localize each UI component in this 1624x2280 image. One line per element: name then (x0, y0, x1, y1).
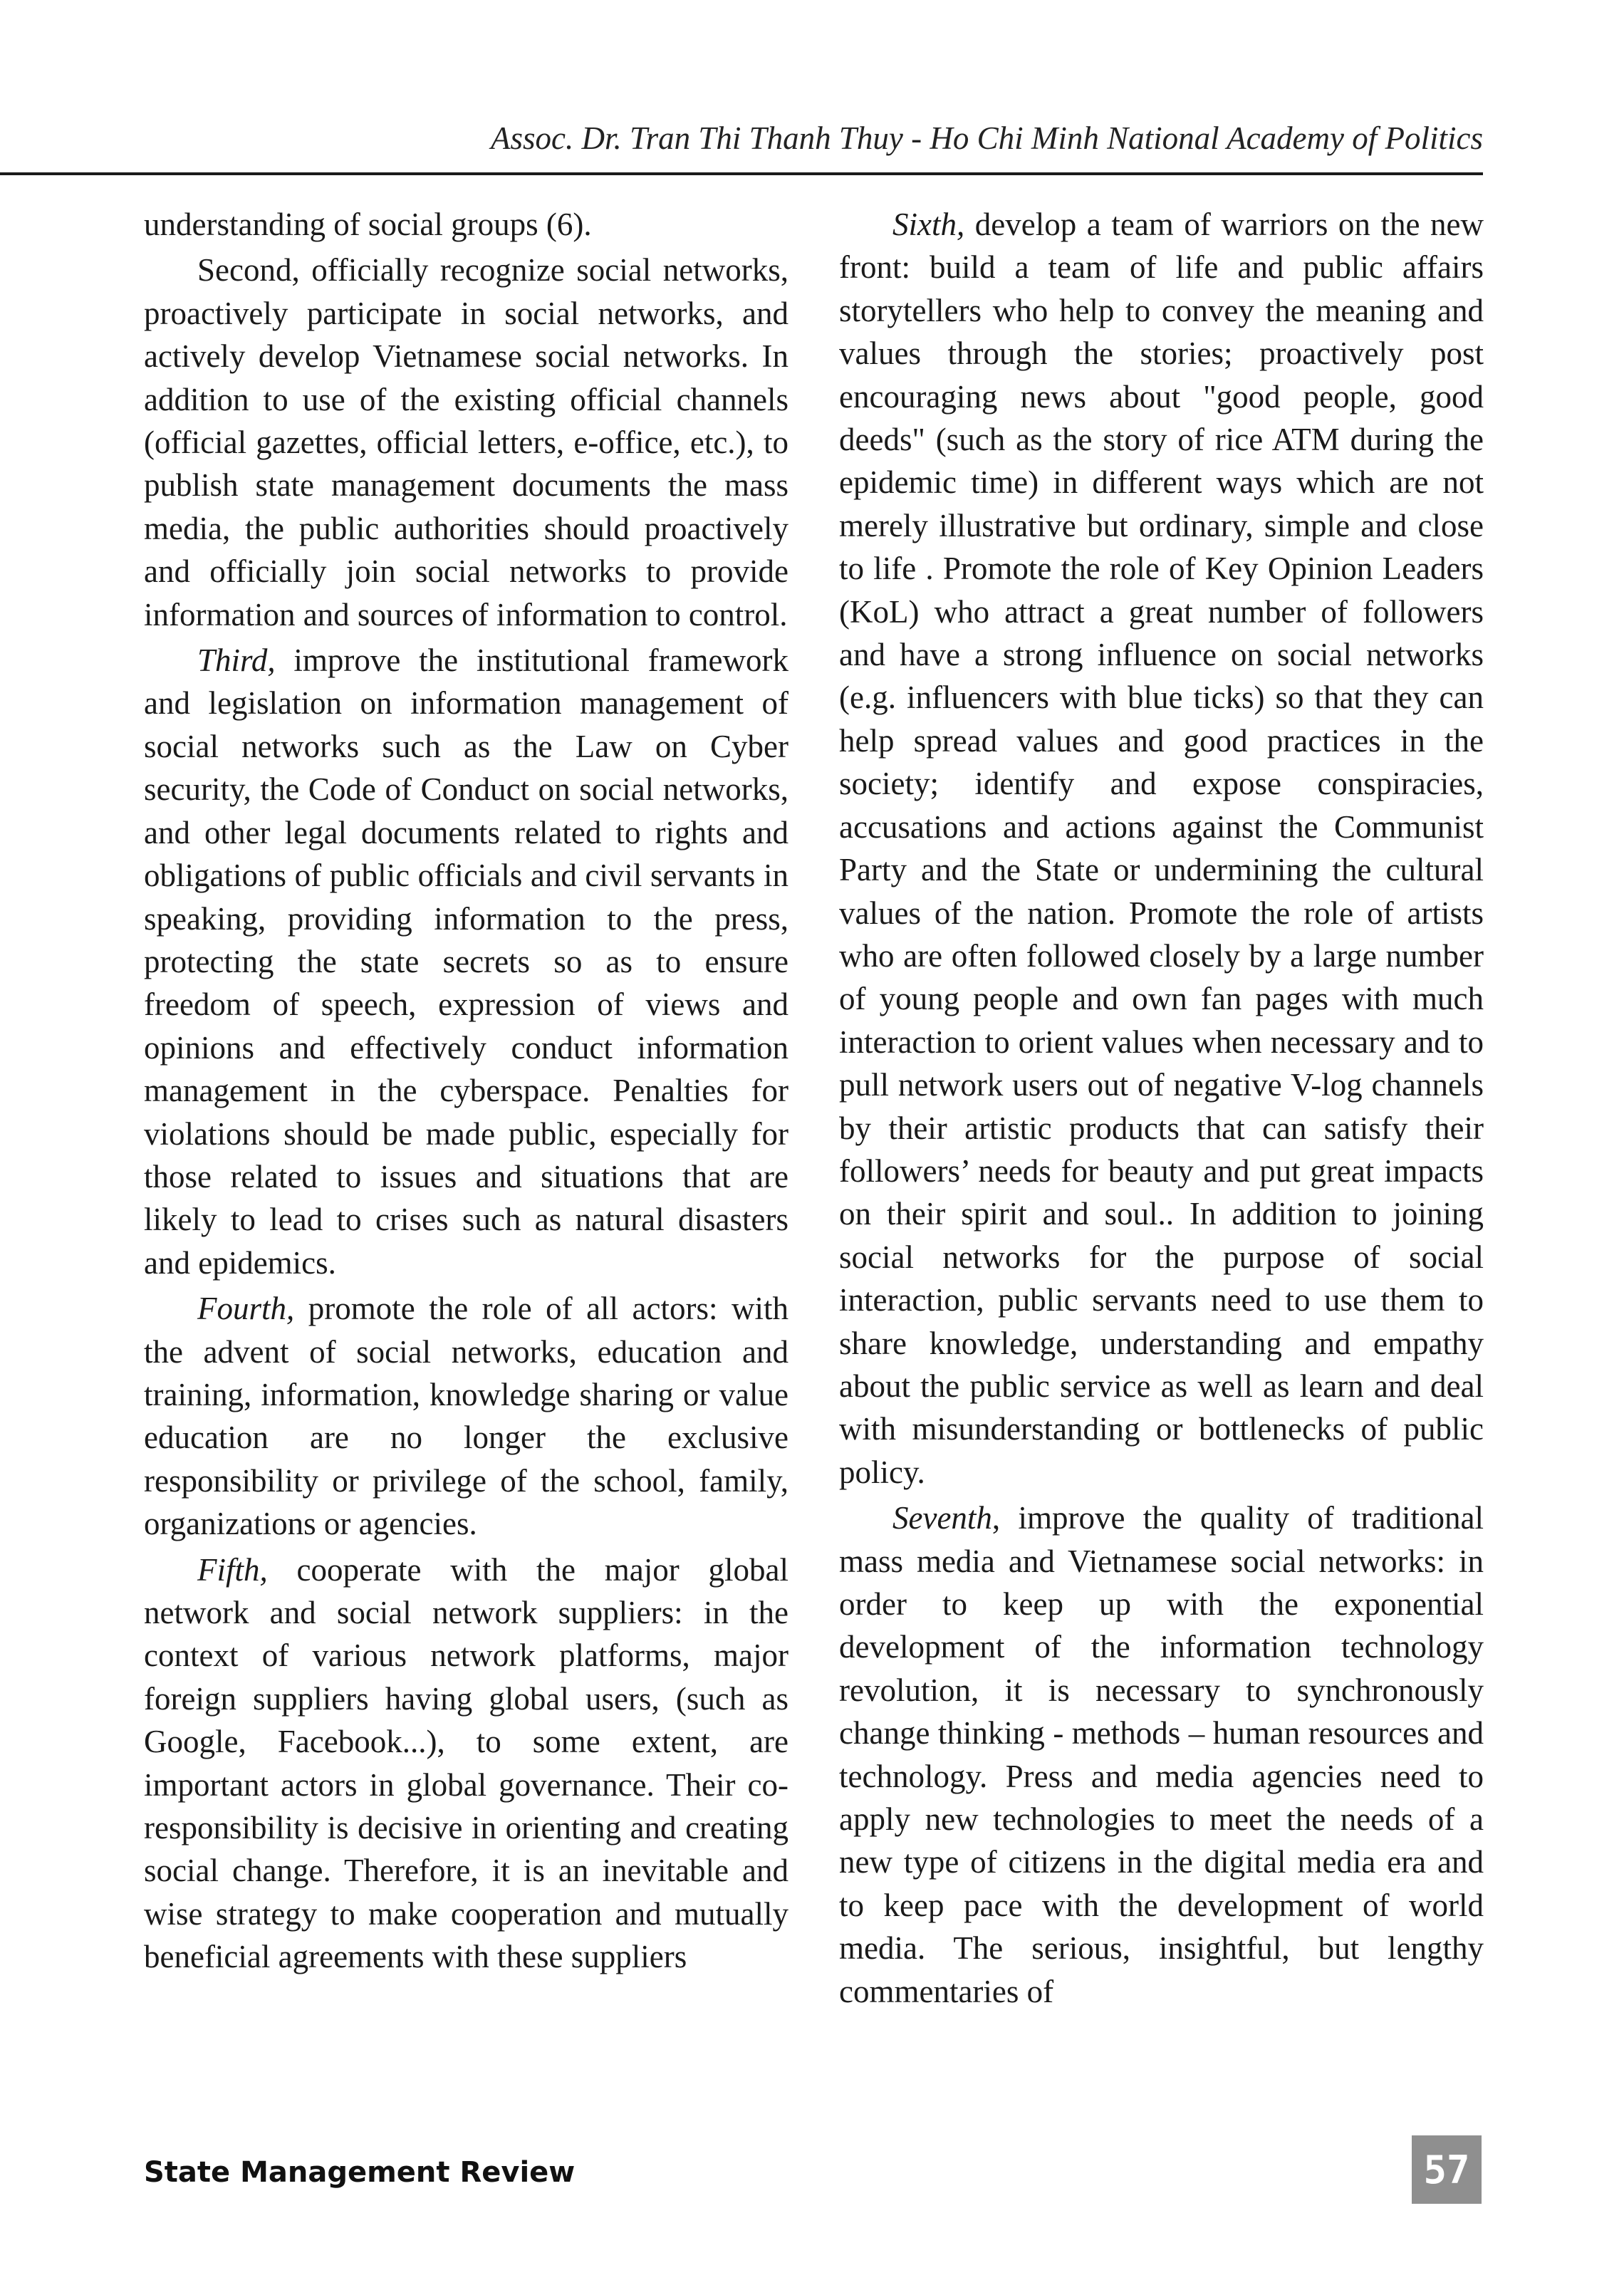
paragraph-sixth-lead: Sixth, (892, 207, 965, 242)
paragraph-fourth (144, 1287, 788, 1545)
paragraph-seventh (839, 1496, 1484, 2013)
left-column (144, 203, 788, 1982)
paragraph-third-text: improve the institutional framework and legislation on information management of social networks such as the Law on Cyber security, the Code of Conduct on social networks, and other legal documents related to rights and obligations of public officials and civil servants in speaking, providing information to the press, protecting the state secrets so as to ensure freedom of speech, expression of views and opinions and effectively conduct information management in the cyberspace. Penalties for violations should be made public, especially for those related to issues and situations that are likely to lead to crises such as natural disasters and epidemics. (144, 642, 788, 1281)
paragraph-fourth-text: promote the role of all actors: with the advent of social networks, education and training, information, knowledge sharing or value education are no longer the exclusive responsibility or privilege of the school, family, organizations or agencies. (144, 1291, 788, 1542)
paragraph-fifth-text: cooperate with the major global network and social network suppliers: in the context of various network platforms, major foreign suppliers having global users, (such as Google, Facebook...), to some extent, are important actors in global governance. Their co-responsibility is decisive in orienting and creating social change. Therefore, it is an inevitable and wise strategy to make cooperation and mutually beneficial agreements with these suppliers (144, 1551, 788, 1975)
paragraph-seventh-lead: Seventh (892, 1500, 992, 1536)
paragraph-second: Second, officially recognize social networks, proactively participate in social networks, and actively develop Vietnamese social networks. In addition to use of the existing official channels (official gazettes, official letters, e-office, etc.), to publish state management documents the mass media, the public authorities should proactively and officially join social networks to provide information and sources of information to control. (144, 252, 788, 633)
paragraph-third-lead: Third, (197, 642, 276, 679)
paragraph-fourth-lead: Fourth, (197, 1291, 295, 1327)
paragraph-fifth-lead: Fifth, (197, 1551, 268, 1588)
right-column (839, 203, 1484, 2016)
paragraph-seventh-text: , improve the quality of traditional mass media and Vietnamese social networks: in order to keep up with the exponential development of the information technology revolution, it is necessary to synchronously change thinking - methods – human resources and technology. Press and media agencies need to apply new technologies to meet the needs of a new type of citizens in the digital media era and to keep pace with the development of world media. The serious, insightful, but lengthy commentaries of (839, 1500, 1484, 2009)
running-header: Assoc. Dr. Tran Thi Thanh Thuy - Ho Chi Minh National Academy of Politics (491, 120, 1483, 156)
header-divider (0, 172, 1483, 175)
journal-title: State Management Review (144, 2156, 576, 2189)
paragraph-continuation: understanding of social groups (6). (144, 207, 592, 242)
paragraph-sixth-text: develop a team of warriors on the new front: build a team of life and public affairs storytellers who help to convey the meaning and values through the stories; proactively post encouraging news about "good people, good deeds" (such as the story of rice ATM during the epidemic time) in different ways which are not merely illustrative but ordinary, simple and close to life . Promote the role of Key Opinion Leaders (KoL) who attract a great number of followers and have a strong influence on social networks (e.g. influencers with blue ticks) so that they can help spread values and good practices in the society; identify and expose conspiracies, accusations and actions against the Communist Party and the State or undermining the cultural values of the nation. Promote the role of artists who are often followed closely by a large number of young people and own fan pages with much interaction to orient values when necessary and to pull network users out of negative V-log channels by their artistic products that can satisfy their followers’ needs for beauty and put great impacts on their spirit and soul.. In addition to joining social networks for the purpose of social interaction, public servants need to use them to share knowledge, understanding and empathy about the public service as well as learn and deal with misunderstanding or bottlenecks of public policy. (839, 207, 1484, 1490)
page-number: 57 (1412, 2135, 1482, 2204)
paragraph-third (144, 639, 788, 1284)
paragraph-fifth (144, 1548, 788, 1979)
paragraph-sixth (839, 203, 1484, 1494)
